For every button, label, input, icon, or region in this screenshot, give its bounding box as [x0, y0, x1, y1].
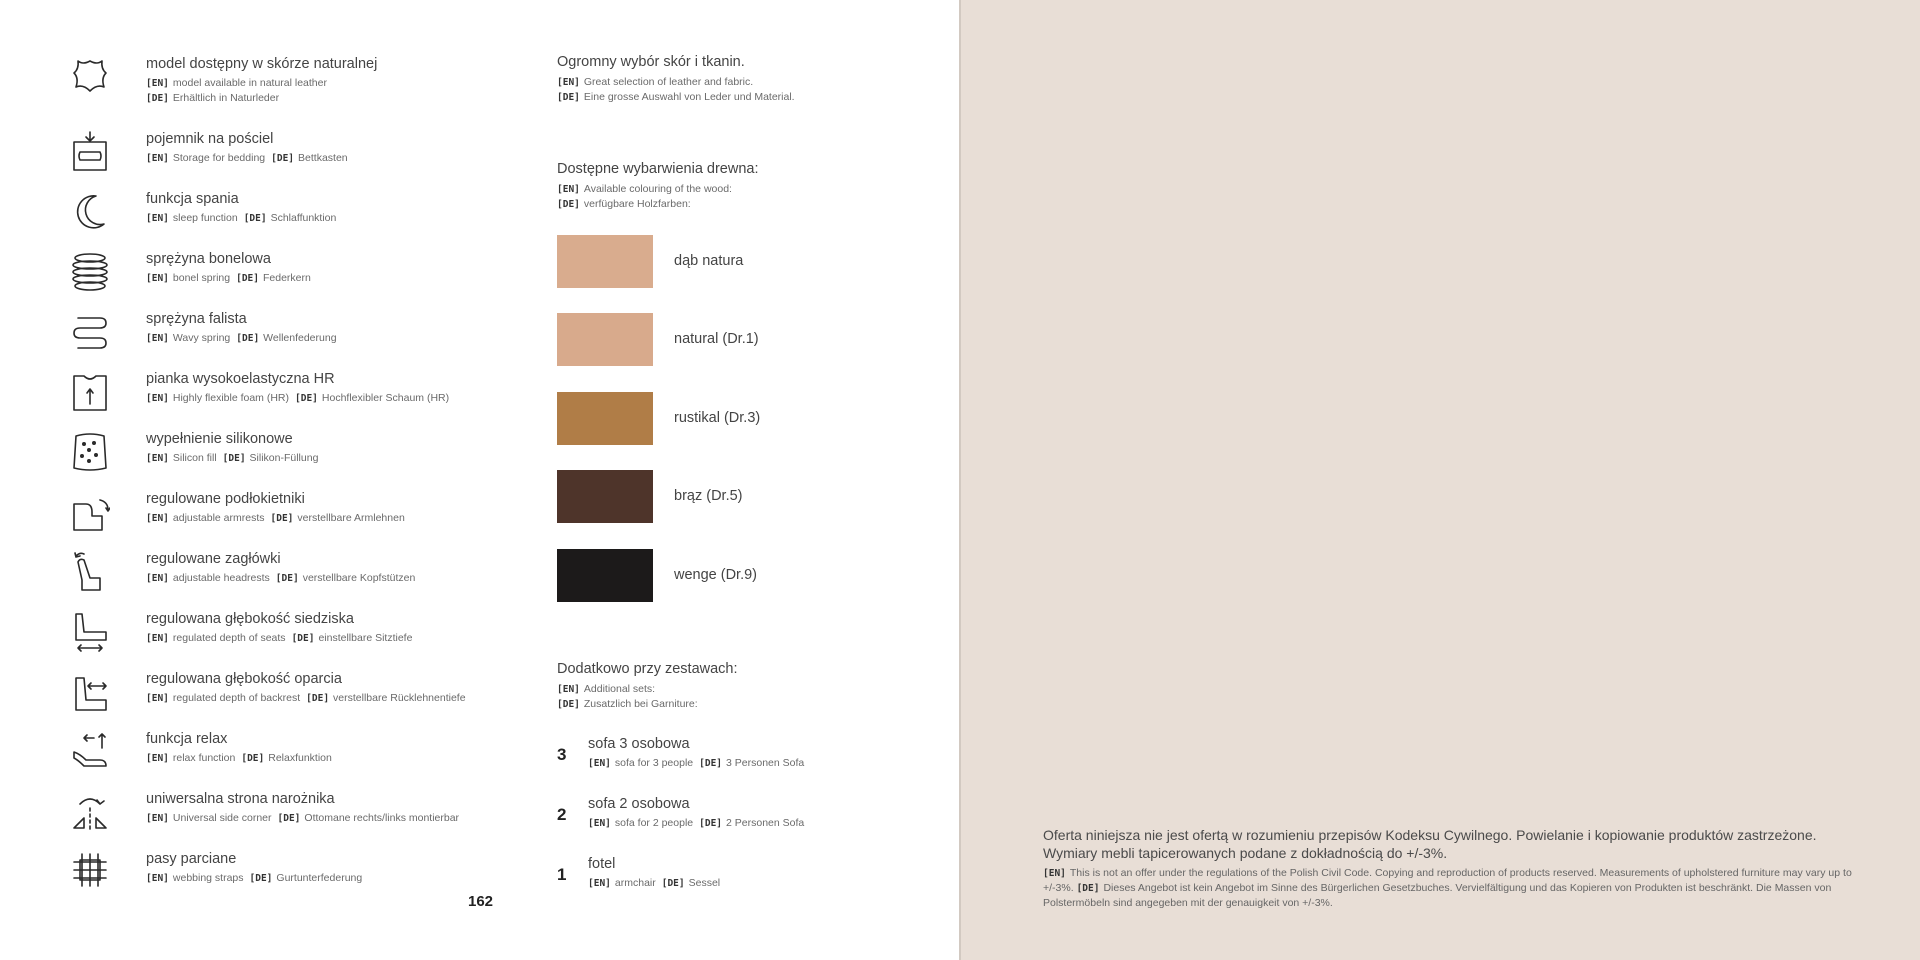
feature-label-pl: pasy parciane — [146, 851, 237, 867]
set-count: 1 — [557, 865, 567, 884]
wood-en: Available colouring of the wood: — [583, 183, 732, 195]
set-label-pl: sofa 3 osobowa — [588, 736, 690, 752]
de-tag: [DE] — [291, 633, 315, 644]
feature-label-en: Storage for bedding — [172, 152, 266, 164]
sets-de-line — [557, 697, 738, 712]
feature-row — [70, 190, 490, 246]
de-tag: [DE] — [557, 92, 580, 103]
feature-label-pl: sprężyna bonelowa — [146, 251, 271, 267]
bonnell-spring-icon — [70, 250, 110, 294]
silicone-fill-icon — [70, 430, 110, 474]
left-page — [0, 0, 959, 960]
seat-depth-icon — [70, 610, 110, 654]
feature-translation-line — [146, 811, 566, 826]
feature-label-en: Highly flexible foam (HR) — [172, 392, 290, 404]
feature-text — [146, 610, 566, 646]
feature-label-de: Ottomane rechts/links montierbar — [304, 812, 460, 824]
feature-label-pl: regulowana głębokość siedziska — [146, 611, 354, 627]
feature-label-en: regulated depth of backrest — [172, 692, 301, 704]
feature-translation-line — [146, 331, 566, 346]
en-tag: [EN] — [588, 758, 611, 769]
de-tag: [DE] — [249, 873, 273, 884]
feature-label-en: adjustable armrests — [172, 512, 265, 524]
wood-swatch-name: natural (Dr.1) — [674, 331, 759, 347]
feature-label-pl: model dostępny w skórze naturalnej — [146, 56, 378, 72]
en-tag: [EN] — [146, 453, 169, 464]
seat-depth-icon-svg — [70, 610, 110, 654]
feature-label-en: webbing straps — [172, 872, 244, 884]
de-tag: [DE] — [306, 693, 330, 704]
wood-swatch — [557, 549, 653, 602]
set-text — [588, 855, 868, 891]
de-tag: [DE] — [146, 93, 169, 104]
backrest-depth-icon-svg — [70, 670, 110, 714]
wood-colours-block — [557, 160, 759, 212]
de-tag: [DE] — [1076, 883, 1100, 894]
leather-hide-icon-svg — [70, 55, 110, 99]
en-tag: [EN] — [146, 753, 169, 764]
feature-row — [70, 610, 490, 666]
adjustable-armrest-icon — [70, 490, 110, 534]
disclaimer-en: This is not an offer under the regulations of the Polish Civil Code. Copying and reproduction of products reserved. Measurements of upholstered furniture may vary up to +/-3%. — [1043, 867, 1852, 894]
wood-swatch-row — [557, 549, 857, 603]
hr-foam-icon — [70, 370, 110, 414]
feature-row — [70, 430, 490, 486]
feature-text — [146, 490, 566, 526]
set-row — [557, 795, 857, 835]
en-tag: [EN] — [146, 78, 169, 89]
page-number: 162 — [468, 893, 494, 910]
bedding-storage-icon — [70, 130, 110, 174]
feature-text — [146, 190, 566, 226]
feature-de-line — [146, 91, 566, 106]
set-label-en: armchair — [614, 877, 656, 889]
feature-text — [146, 850, 566, 886]
de-tag: [DE] — [699, 758, 723, 769]
feature-label-en: sleep function — [172, 212, 238, 224]
de-tag: [DE] — [270, 513, 294, 524]
feature-label-pl: regulowane zagłówki — [146, 551, 281, 567]
en-tag: [EN] — [1043, 868, 1066, 879]
moon-icon-svg — [70, 190, 110, 234]
materials-en-line — [557, 75, 795, 90]
feature-row — [70, 55, 490, 111]
wavy-spring-icon-svg — [70, 310, 110, 354]
feature-label-en: Universal side corner — [172, 812, 272, 824]
feature-label-en: bonel spring — [172, 272, 231, 284]
feature-label-pl: pianka wysokoelastyczna HR — [146, 371, 335, 387]
feature-label-pl: pojemnik na pościel — [146, 131, 274, 147]
wood-swatch-row — [557, 470, 857, 524]
materials-en: Great selection of leather and fabric. — [583, 76, 754, 88]
set-label-en: sofa for 2 people — [614, 817, 694, 829]
feature-label-pl: regulowana głębokość oparcia — [146, 671, 342, 687]
right-page — [961, 0, 1920, 960]
feature-label-en: regulated depth of seats — [172, 632, 286, 644]
feature-label-en: adjustable headrests — [172, 572, 270, 584]
en-tag: [EN] — [146, 633, 169, 644]
feature-label-de: Erhältlich in Naturleder — [172, 92, 280, 104]
de-tag: [DE] — [243, 213, 267, 224]
feature-label-pl: funkcja relax — [146, 731, 228, 747]
feature-row — [70, 490, 490, 546]
set-count: 3 — [557, 745, 567, 764]
universal-corner-icon-svg — [70, 790, 110, 834]
wood-swatch-name: brąz (Dr.5) — [674, 488, 743, 504]
en-tag: [EN] — [146, 213, 169, 224]
materials-heading: Ogromny wybór skór i tkanin. — [557, 54, 745, 70]
wood-swatch-name: dąb natura — [674, 253, 744, 269]
disclaimer-translations — [1043, 866, 1873, 911]
de-tag: [DE] — [236, 273, 259, 284]
en-tag: [EN] — [557, 77, 580, 88]
webbing-straps-icon — [70, 850, 110, 894]
disclaimer-pl: Oferta niniejsza nie jest ofertą w rozumieniu przepisów Kodeksu Cywilnego. Powielanie i kopiowanie produktów zastrzeżone. Wymiary mebli tapicerowanych podane z dokładnością do +/-3%. — [1043, 827, 1817, 861]
wood-swatch-name: rustikal (Dr.3) — [674, 410, 761, 426]
feature-text — [146, 790, 566, 826]
wood-swatch-name: wenge (Dr.9) — [674, 567, 758, 583]
feature-label-de: Relaxfunktion — [268, 752, 332, 764]
backrest-depth-icon — [70, 670, 110, 714]
feature-text — [146, 670, 566, 706]
set-translation-line — [588, 816, 868, 831]
bedding-storage-icon-svg — [70, 130, 110, 174]
feature-text — [146, 55, 566, 106]
set-row — [557, 735, 857, 775]
wavy-spring-icon — [70, 310, 110, 354]
feature-text — [146, 310, 566, 346]
de-tag: [DE] — [236, 333, 260, 344]
feature-label-de: Hochflexibler Schaum (HR) — [321, 392, 450, 404]
de-tag: [DE] — [295, 393, 318, 404]
set-label-en: sofa for 3 people — [614, 757, 694, 769]
set-text — [588, 735, 868, 771]
adjustable-headrest-icon — [70, 550, 110, 594]
wood-de: verfügbare Holzfarben: — [583, 198, 691, 210]
feature-label-de: Federkern — [263, 272, 311, 284]
set-text — [588, 795, 868, 831]
de-tag: [DE] — [699, 818, 723, 829]
universal-corner-icon — [70, 790, 110, 834]
set-row — [557, 855, 857, 895]
set-translation-line — [588, 756, 868, 771]
feature-en-line — [146, 76, 566, 91]
set-translation-line — [588, 876, 868, 891]
de-tag: [DE] — [241, 753, 265, 764]
feature-translation-line — [146, 391, 566, 406]
set-label-de: Sessel — [688, 877, 721, 889]
de-tag: [DE] — [222, 453, 246, 464]
en-tag: [EN] — [588, 818, 611, 829]
materials-de-line — [557, 90, 795, 105]
wood-swatch — [557, 235, 653, 288]
set-label-pl: sofa 2 osobowa — [588, 796, 690, 812]
de-tag: [DE] — [277, 813, 301, 824]
feature-translation-line — [146, 631, 566, 646]
en-tag: [EN] — [146, 333, 169, 344]
feature-label-pl: wypełnienie silikonowe — [146, 431, 293, 447]
relax-function-icon-svg — [70, 730, 110, 774]
feature-row — [70, 370, 490, 426]
sets-de: Zusatzlich bei Garniture: — [583, 698, 698, 710]
feature-label-de: verstellbare Kopfstützen — [302, 572, 416, 584]
en-tag: [EN] — [146, 573, 169, 584]
sets-heading: Dodatkowo przy zestawach: — [557, 661, 738, 677]
en-tag: [EN] — [557, 684, 580, 695]
disclaimer-de: Dieses Angebot ist kein Angebot im Sinne des Bürgerlichen Gesetzbuches. Vervielfältigung und das Kopieren von Produkten ist beschränkt. Die Massen von Polstermöbeln sind angegeben mit der genauigkeit von +/-3%. — [1043, 882, 1832, 909]
de-tag: [DE] — [557, 699, 580, 710]
set-label-de: 3 Personen Sofa — [726, 757, 805, 769]
wood-swatch — [557, 313, 653, 366]
feature-label-de: verstellbare Rücklehnentiefe — [333, 692, 466, 704]
en-tag: [EN] — [146, 153, 169, 164]
set-label-de: 2 Personen Sofa — [726, 817, 805, 829]
feature-row — [70, 790, 490, 846]
wood-swatch-row — [557, 392, 857, 446]
en-tag: [EN] — [146, 513, 169, 524]
feature-row — [70, 250, 490, 306]
feature-text — [146, 370, 566, 406]
feature-translation-line — [146, 211, 566, 226]
materials-de: Eine grosse Auswahl von Leder und Material. — [583, 91, 795, 103]
wood-swatch — [557, 470, 653, 523]
adjustable-headrest-icon-svg — [70, 550, 110, 594]
de-tag: [DE] — [557, 199, 580, 210]
feature-text — [146, 430, 566, 466]
moon-icon — [70, 190, 110, 234]
feature-label-de: Silikon-Füllung — [249, 452, 319, 464]
feature-translation-line — [146, 451, 566, 466]
feature-translation-line — [146, 691, 566, 706]
webbing-straps-icon-svg — [70, 850, 110, 894]
set-count: 2 — [557, 805, 567, 824]
feature-translation-line — [146, 751, 566, 766]
relax-function-icon — [70, 730, 110, 774]
feature-label-de: Schlaffunktion — [270, 212, 337, 224]
feature-label-en: model available in natural leather — [172, 77, 327, 89]
feature-label-pl: funkcja spania — [146, 191, 239, 207]
disclaimer — [1043, 826, 1873, 911]
bonnell-spring-icon-svg — [70, 250, 110, 294]
materials-block — [557, 53, 795, 105]
de-tag: [DE] — [661, 878, 685, 889]
en-tag: [EN] — [146, 813, 169, 824]
feature-translation-line — [146, 151, 566, 166]
feature-translation-line — [146, 871, 566, 886]
feature-label-de: Wellenfederung — [263, 332, 337, 344]
en-tag: [EN] — [146, 393, 169, 404]
sets-block — [557, 660, 738, 712]
wood-swatch-row — [557, 313, 857, 367]
en-tag: [EN] — [146, 873, 169, 884]
feature-label-pl: sprężyna falista — [146, 311, 247, 327]
feature-row — [70, 730, 490, 786]
en-tag: [EN] — [557, 184, 580, 195]
de-tag: [DE] — [275, 573, 299, 584]
feature-label-de: Gurtunterfederung — [276, 872, 363, 884]
feature-label-de: Bettkasten — [298, 152, 348, 164]
adjustable-armrest-icon-svg — [70, 490, 110, 534]
wood-swatch — [557, 392, 653, 445]
leather-hide-icon — [70, 55, 110, 99]
en-tag: [EN] — [146, 273, 169, 284]
feature-row — [70, 670, 490, 726]
hr-foam-icon-svg — [70, 370, 110, 414]
wood-heading: Dostępne wybarwienia drewna: — [557, 161, 759, 177]
feature-label-de: einstellbare Sitztiefe — [318, 632, 413, 644]
feature-translation-line — [146, 571, 566, 586]
feature-row — [70, 310, 490, 366]
feature-text — [146, 730, 566, 766]
feature-label-pl: uniwersalna strona narożnika — [146, 791, 335, 807]
feature-row — [70, 130, 490, 186]
sets-en: Additional sets: — [583, 683, 656, 695]
feature-text — [146, 250, 566, 286]
silicone-fill-icon-svg — [70, 430, 110, 474]
wood-de-line — [557, 197, 759, 212]
feature-label-pl: regulowane podłokietniki — [146, 491, 305, 507]
en-tag: [EN] — [146, 693, 169, 704]
feature-text — [146, 550, 566, 586]
feature-label-en: Wavy spring — [172, 332, 231, 344]
sets-en-line — [557, 682, 738, 697]
feature-label-en: Silicon fill — [172, 452, 217, 464]
feature-row — [70, 850, 490, 906]
feature-row — [70, 550, 490, 606]
feature-label-en: relax function — [172, 752, 236, 764]
wood-swatch-row — [557, 235, 857, 289]
de-tag: [DE] — [271, 153, 295, 164]
set-label-pl: fotel — [588, 856, 616, 872]
feature-label-de: verstellbare Armlehnen — [297, 512, 405, 524]
en-tag: [EN] — [588, 878, 611, 889]
feature-translation-line — [146, 271, 566, 286]
feature-translation-line — [146, 511, 566, 526]
wood-en-line — [557, 182, 759, 197]
feature-text — [146, 130, 566, 166]
